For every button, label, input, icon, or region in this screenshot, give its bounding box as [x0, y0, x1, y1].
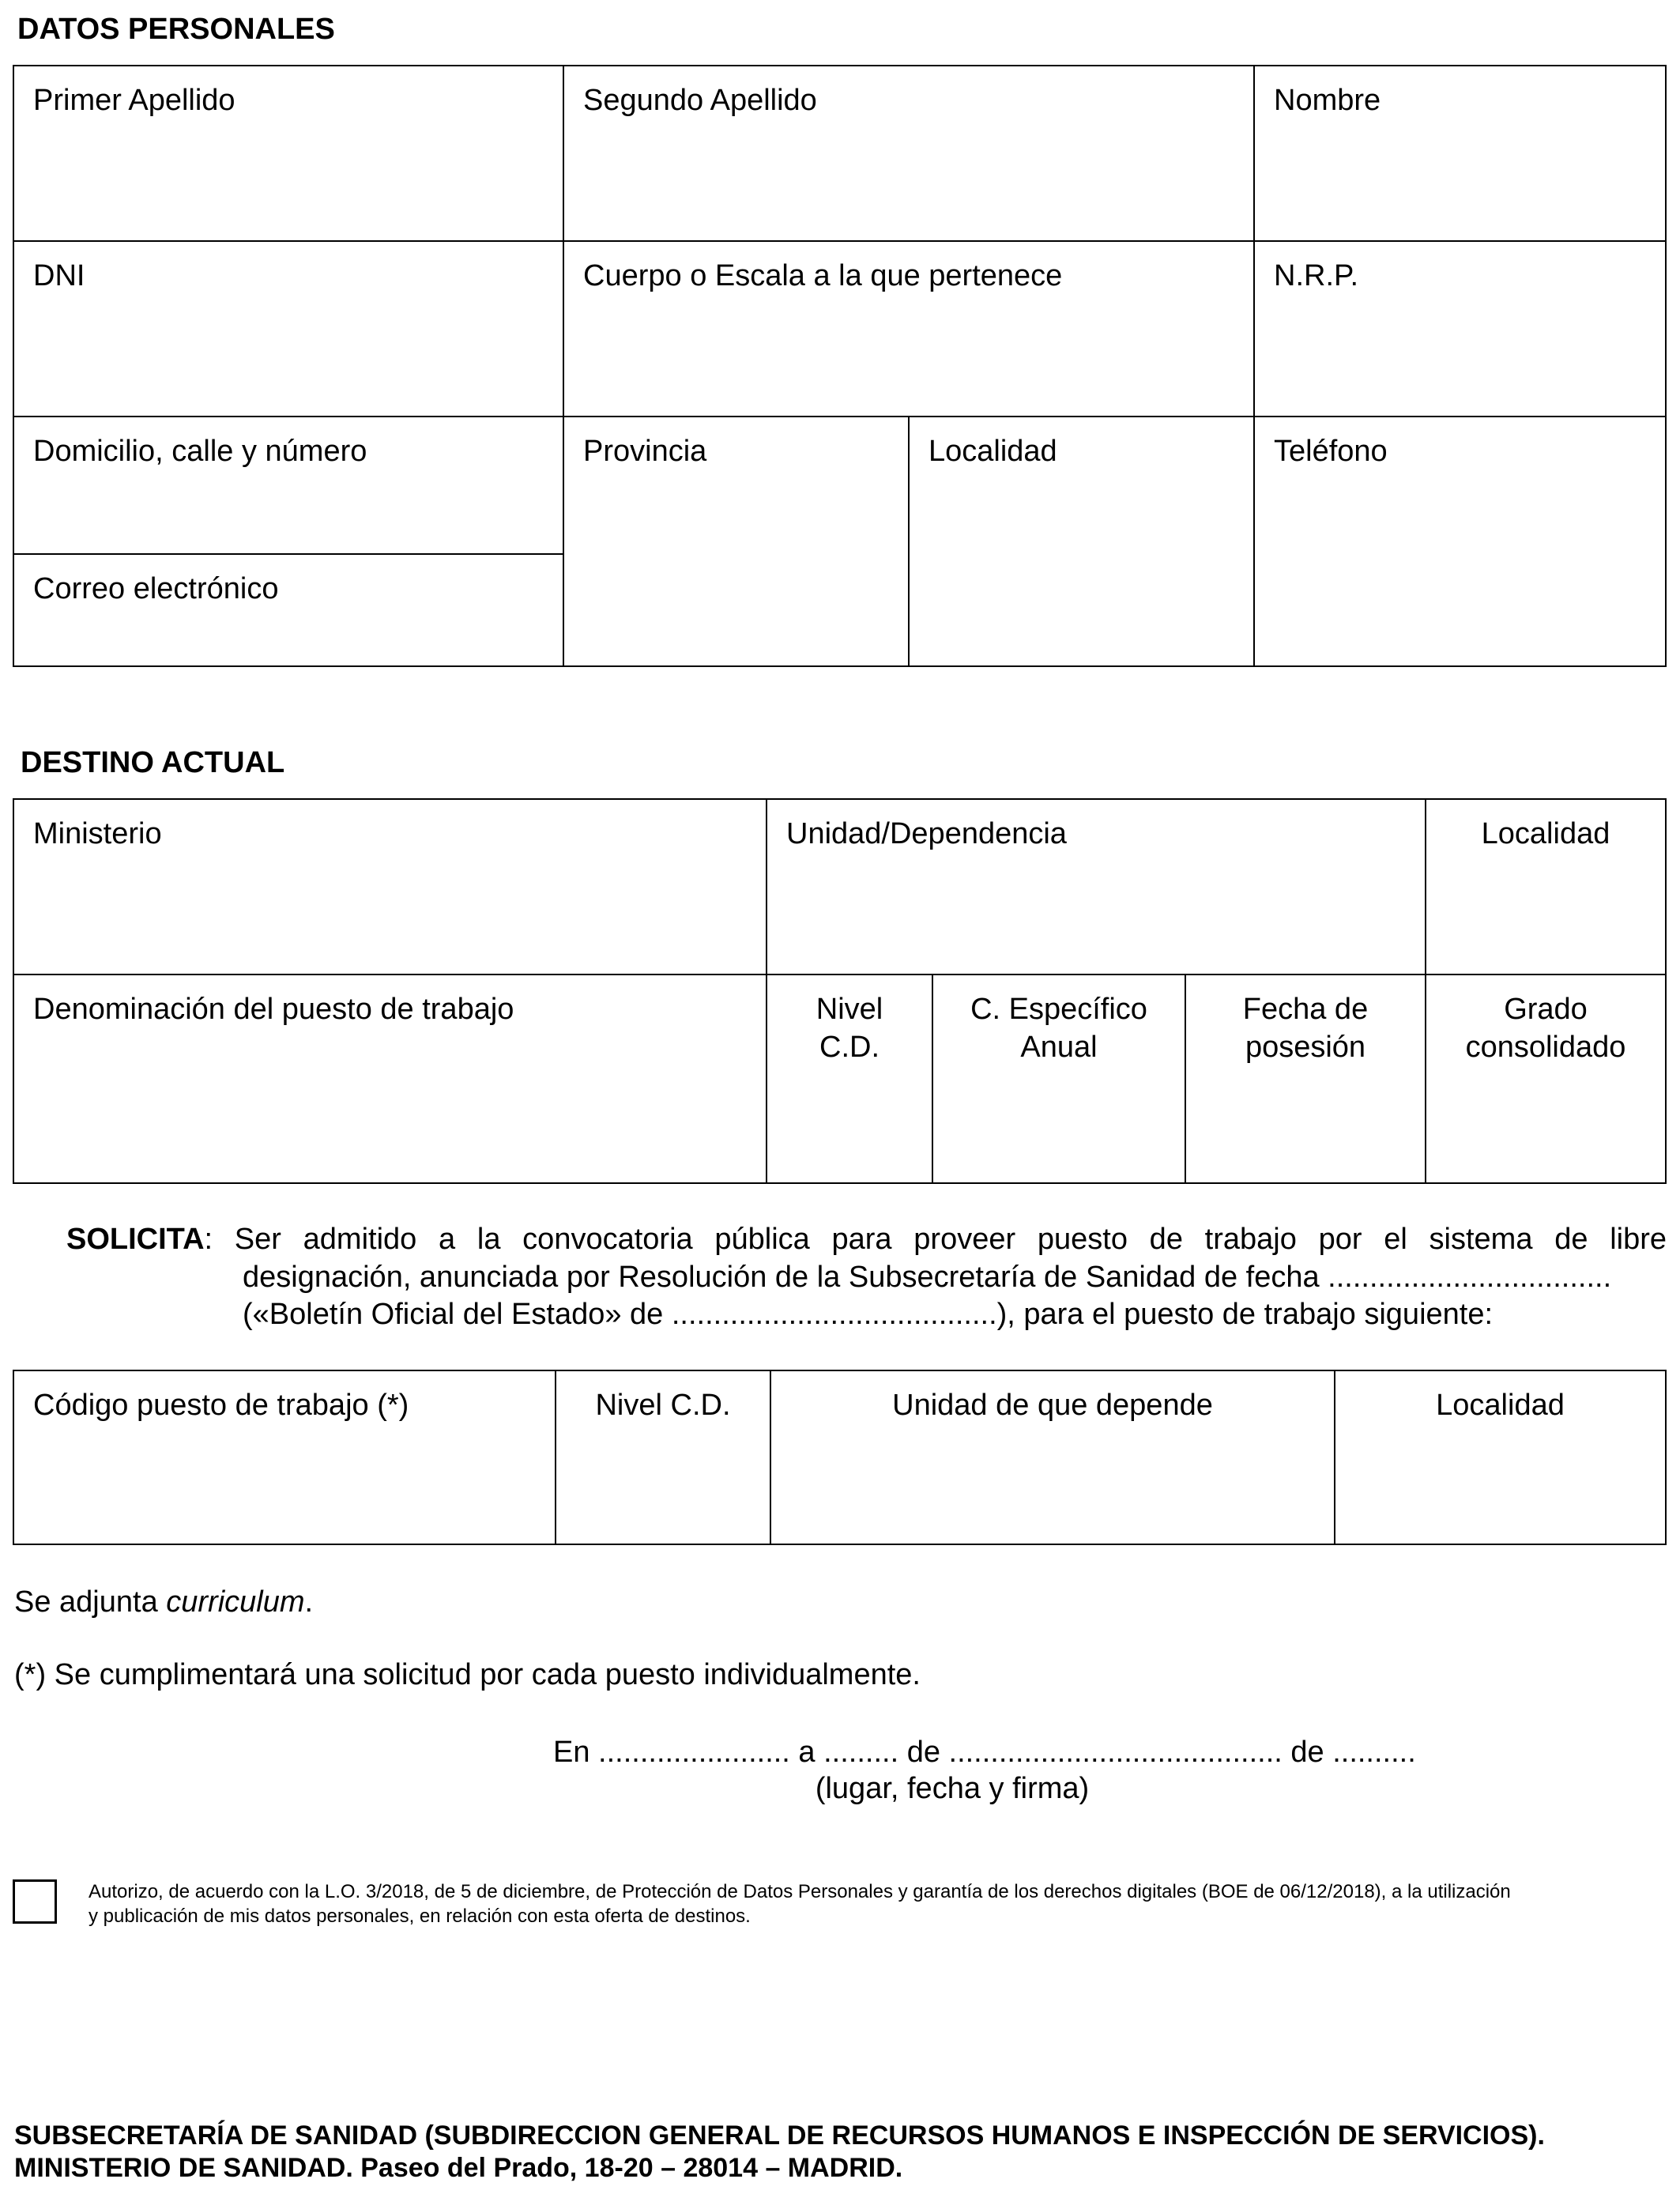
nombre-label: Nombre [1274, 84, 1381, 117]
telefono-label: Teléfono [1274, 435, 1388, 468]
fecha-label-line1: Fecha de [1242, 993, 1369, 1026]
dni-field[interactable] [14, 242, 564, 417]
autorizo-text [89, 1879, 1667, 1928]
dni-label: DNI [33, 259, 85, 292]
destino-localidad-field[interactable] [1426, 800, 1665, 975]
codigo-puesto-field[interactable] [14, 1371, 556, 1544]
puesto-nivel-field[interactable] [556, 1371, 771, 1544]
grado-label-line2: consolidado [1465, 1030, 1626, 1064]
puesto-nivel-label: Nivel C.D. [595, 1389, 731, 1422]
unidad-dependencia-field[interactable] [767, 800, 1426, 975]
domicilio-field[interactable] [14, 417, 564, 555]
solicita-line2: designación, anunciada por Resolución de la Subsecretaría de Sanidad de fecha .................................. [243, 1260, 1612, 1294]
segundo-apellido-label: Segundo Apellido [583, 84, 817, 117]
adjunta-prefix: Se adjunta [14, 1585, 167, 1619]
firma-line: En ....................... a ......... de ........................................ de .......... [553, 1736, 1416, 1769]
adjunta-curriculum [14, 1584, 313, 1622]
datos-personales-heading: DATOS PERSONALES [17, 13, 335, 46]
footer-address [14, 2120, 1545, 2185]
fecha-label-line2: posesión [1245, 1030, 1366, 1064]
localidad-label: Localidad [929, 435, 1057, 468]
correo-label: Correo electrónico [33, 572, 279, 605]
destino-actual-heading: DESTINO ACTUAL [21, 746, 285, 779]
segundo-apellido-field[interactable] [564, 66, 1255, 242]
solicita-paragraph [66, 1221, 1667, 1334]
adjunta-italic: curriculum [166, 1585, 305, 1619]
grado-consolidado-field[interactable] [1426, 975, 1665, 1182]
denominacion-field[interactable] [14, 975, 767, 1182]
telefono-field[interactable] [1255, 417, 1665, 665]
nota-asterisco: (*) Se cumplimentará una solicitud por cada puesto individualmente. [14, 1658, 921, 1691]
primer-apellido-field[interactable] [14, 66, 564, 242]
especifico-label-line2: Anual [1020, 1030, 1098, 1064]
autorizo-line2: y publicación de mis datos personales, en relación con esta oferta de destinos. [89, 1906, 751, 1928]
puesto-localidad-field[interactable] [1335, 1371, 1665, 1544]
footer-line1: SUBSECRETARÍA DE SANIDAD (SUBDIRECCION GENERAL DE RECURSOS HUMANOS E INSPECCIÓN DE SERVICIOS). [14, 2120, 1545, 2151]
domicilio-label: Domicilio, calle y número [33, 435, 367, 468]
nivel-cd-field[interactable] [767, 975, 933, 1182]
destino-localidad-label: Localidad [1481, 817, 1610, 850]
nivel-label-line2: C.D. [819, 1030, 880, 1064]
autorizo-checkbox[interactable] [13, 1879, 57, 1924]
correo-field[interactable] [14, 555, 564, 665]
provincia-label: Provincia [583, 435, 707, 468]
solicita-line1 [66, 1221, 1667, 1259]
provincia-field[interactable] [564, 417, 910, 665]
ministerio-field[interactable] [14, 800, 767, 975]
nombre-field[interactable] [1255, 66, 1665, 242]
nrp-label: N.R.P. [1274, 259, 1359, 292]
unidad-dependencia-label: Unidad/Dependencia [786, 817, 1067, 850]
codigo-puesto-label: Código puesto de trabajo (*) [33, 1389, 409, 1422]
nivel-label-line1: Nivel [816, 993, 883, 1026]
ministerio-label: Ministerio [33, 817, 162, 850]
puesto-localidad-label: Localidad [1436, 1389, 1565, 1422]
especifico-label-line1: C. Específico [970, 993, 1147, 1026]
fecha-posesion-field[interactable] [1186, 975, 1426, 1182]
puesto-solicitado-table [13, 1370, 1667, 1545]
adjunta-suffix: . [304, 1585, 314, 1619]
footer-line2: MINISTERIO DE SANIDAD. Paseo del Prado, 18-20 – 28014 – MADRID. [14, 2152, 903, 2183]
destino-actual-table [13, 798, 1667, 1184]
autorizo-line1: Autorizo, de acuerdo con la L.O. 3/2018, de 5 de diciembre, de Protección de Datos Personales y garantía de los derechos digitales (BOE de 06/12/2018), a la utilización [89, 1881, 1511, 1902]
denominacion-label: Denominación del puesto de trabajo [33, 993, 514, 1026]
cuerpo-field[interactable] [564, 242, 1255, 417]
especifico-field[interactable] [933, 975, 1186, 1182]
primer-apellido-label: Primer Apellido [33, 84, 235, 117]
solicita-label: SOLICITA [66, 1223, 205, 1256]
firma-caption: (lugar, fecha y firma) [815, 1772, 1090, 1805]
localidad-field[interactable] [910, 417, 1255, 665]
grado-label-line1: Grado [1504, 993, 1588, 1026]
cuerpo-label: Cuerpo o Escala a la que pertenece [583, 259, 1063, 292]
datos-personales-table [13, 65, 1667, 667]
solicita-text-line1: : Ser admitido a la convocatoria pública para proveer puesto de trabajo por el sistema de libre [204, 1223, 1667, 1256]
nrp-field[interactable] [1255, 242, 1665, 417]
unidad-depende-label: Unidad de que depende [892, 1389, 1213, 1422]
unidad-depende-field[interactable] [771, 1371, 1335, 1544]
solicita-line3: («Boletín Oficial del Estado» de .......................................), para el puesto de trabajo siguiente: [243, 1298, 1494, 1331]
